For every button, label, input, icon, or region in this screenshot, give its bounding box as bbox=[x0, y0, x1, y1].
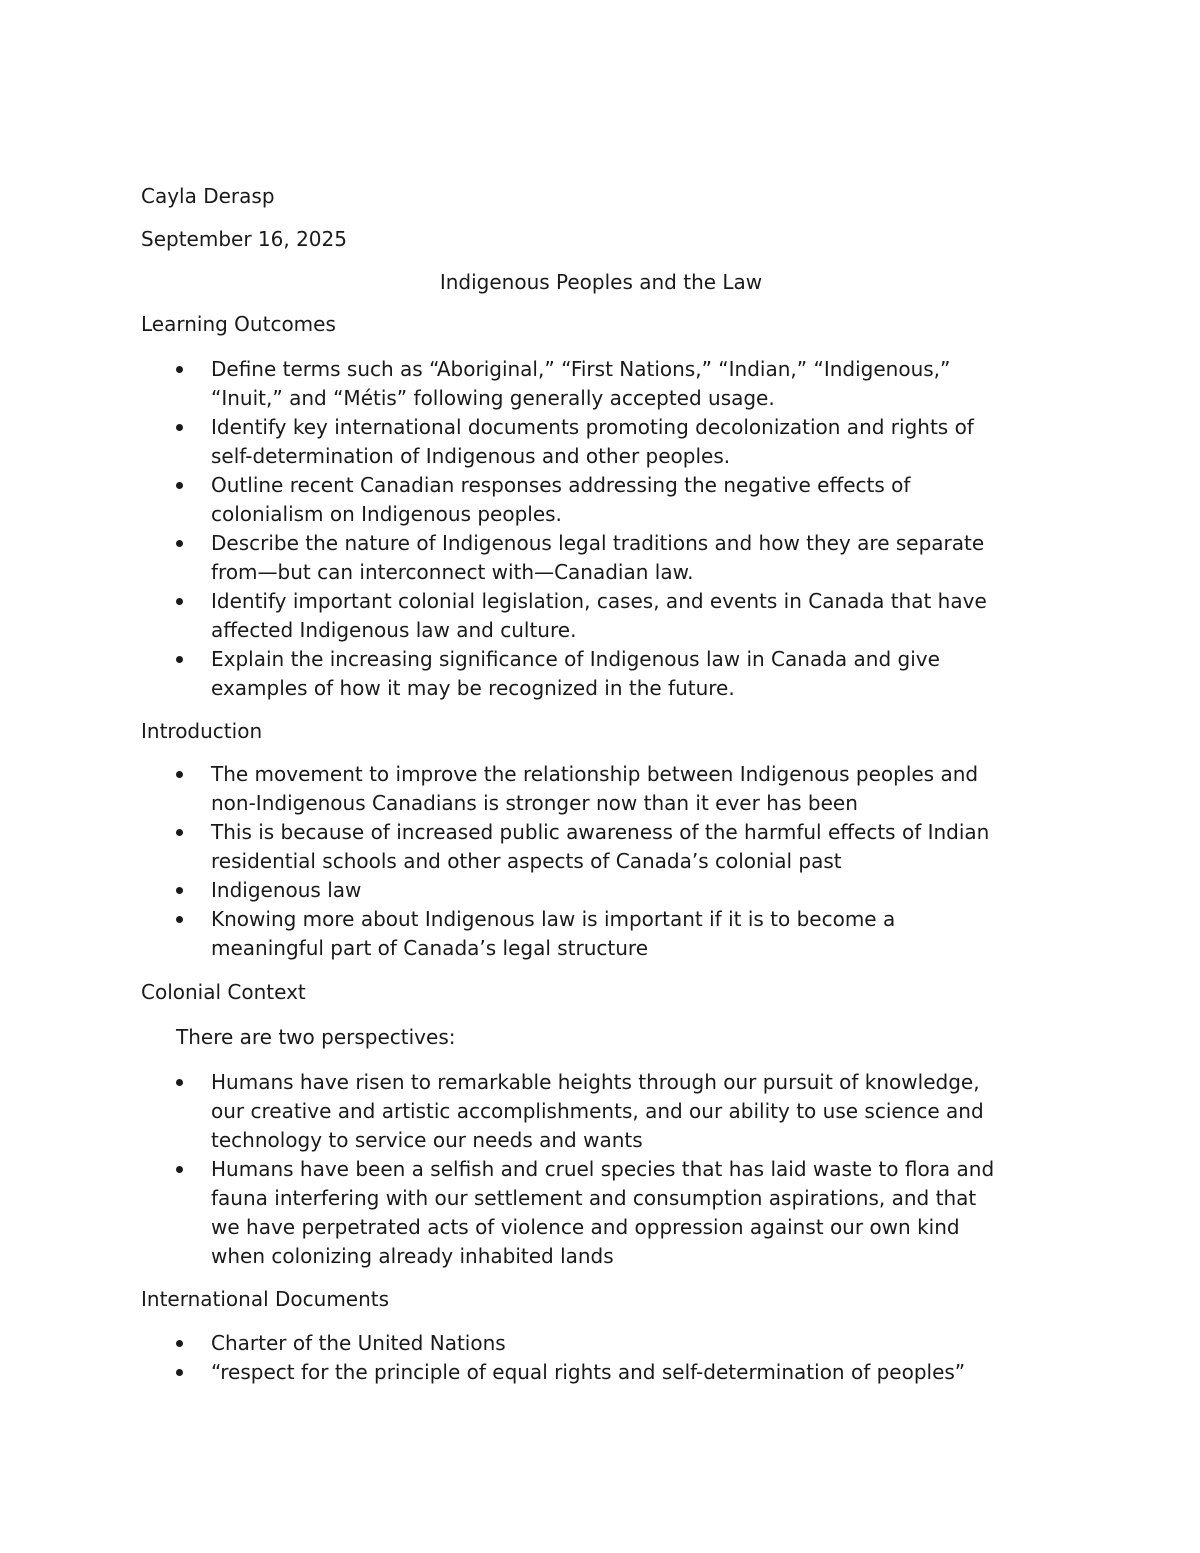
colonial-context-list bbox=[141, 1068, 1061, 1271]
bullet-icon bbox=[176, 1340, 183, 1347]
list-item: Knowing more about Indigenous law is important if it is to become a meaningful part of Canada’s legal structure bbox=[141, 905, 1061, 963]
list-item: Indigenous law bbox=[141, 876, 1061, 905]
list-item: “respect for the principle of equal rights and self-determination of peoples” bbox=[141, 1358, 1061, 1387]
colonial-context-intro: There are two perspectives: bbox=[176, 1025, 456, 1049]
bullet-icon bbox=[176, 829, 183, 836]
document-title: Indigenous Peoples and the Law bbox=[439, 270, 763, 294]
bullet-icon bbox=[176, 1369, 183, 1376]
bullet-icon bbox=[176, 598, 183, 605]
author-name: Cayla Derasp bbox=[141, 184, 275, 208]
international-documents-list bbox=[141, 1329, 1061, 1387]
list-item: Humans have been a selfish and cruel species that has laid waste to flora and fauna interfering with our settlement and consumption aspirations, and that we have perpetrated acts of violence and oppression against our own kind when colonizing already inhabited lands bbox=[141, 1155, 1061, 1271]
learning-outcomes-list bbox=[141, 355, 1061, 703]
bullet-icon bbox=[176, 1166, 183, 1173]
bullet-icon bbox=[176, 656, 183, 663]
list-item: Identify key international documents promoting decolonization and rights of self-determination of Indigenous and other peoples. bbox=[141, 413, 1061, 471]
section-heading-colonial-context: Colonial Context bbox=[141, 980, 306, 1004]
list-item: Identify important colonial legislation, cases, and events in Canada that have affected Indigenous law and culture. bbox=[141, 587, 1061, 645]
bullet-icon bbox=[176, 482, 183, 489]
list-item: This is because of increased public awareness of the harmful effects of Indian residential schools and other aspects of Canada’s colonial past bbox=[141, 818, 1061, 876]
section-heading-learning-outcomes: Learning Outcomes bbox=[141, 312, 336, 336]
bullet-icon bbox=[176, 887, 183, 894]
bullet-icon bbox=[176, 366, 183, 373]
section-heading-introduction: Introduction bbox=[141, 719, 263, 743]
bullet-icon bbox=[176, 916, 183, 923]
bullet-icon bbox=[176, 424, 183, 431]
bullet-icon bbox=[176, 1079, 183, 1086]
list-item: Define terms such as “Aboriginal,” “First Nations,” “Indian,” “Indigenous,” “Inuit,” and “Métis” following generally accepted usage. bbox=[141, 355, 1061, 413]
list-item: Charter of the United Nations bbox=[141, 1329, 1061, 1358]
section-heading-international-documents: International Documents bbox=[141, 1287, 390, 1311]
list-item: Explain the increasing significance of Indigenous law in Canada and give examples of how it may be recognized in the future. bbox=[141, 645, 1061, 703]
bullet-icon bbox=[176, 540, 183, 547]
document-date: September 16, 2025 bbox=[141, 227, 347, 251]
list-item: Humans have risen to remarkable heights through our pursuit of knowledge, our creative and artistic accomplishments, and our ability to use science and technology to service our needs and wants bbox=[141, 1068, 1061, 1155]
list-item: Describe the nature of Indigenous legal traditions and how they are separate from—but can interconnect with—Canadian law. bbox=[141, 529, 1061, 587]
list-item: The movement to improve the relationship between Indigenous peoples and non-Indigenous Canadians is stronger now than it ever has been bbox=[141, 760, 1061, 818]
introduction-list bbox=[141, 760, 1061, 963]
bullet-icon bbox=[176, 771, 183, 778]
list-item: Outline recent Canadian responses addressing the negative effects of colonialism on Indigenous peoples. bbox=[141, 471, 1061, 529]
